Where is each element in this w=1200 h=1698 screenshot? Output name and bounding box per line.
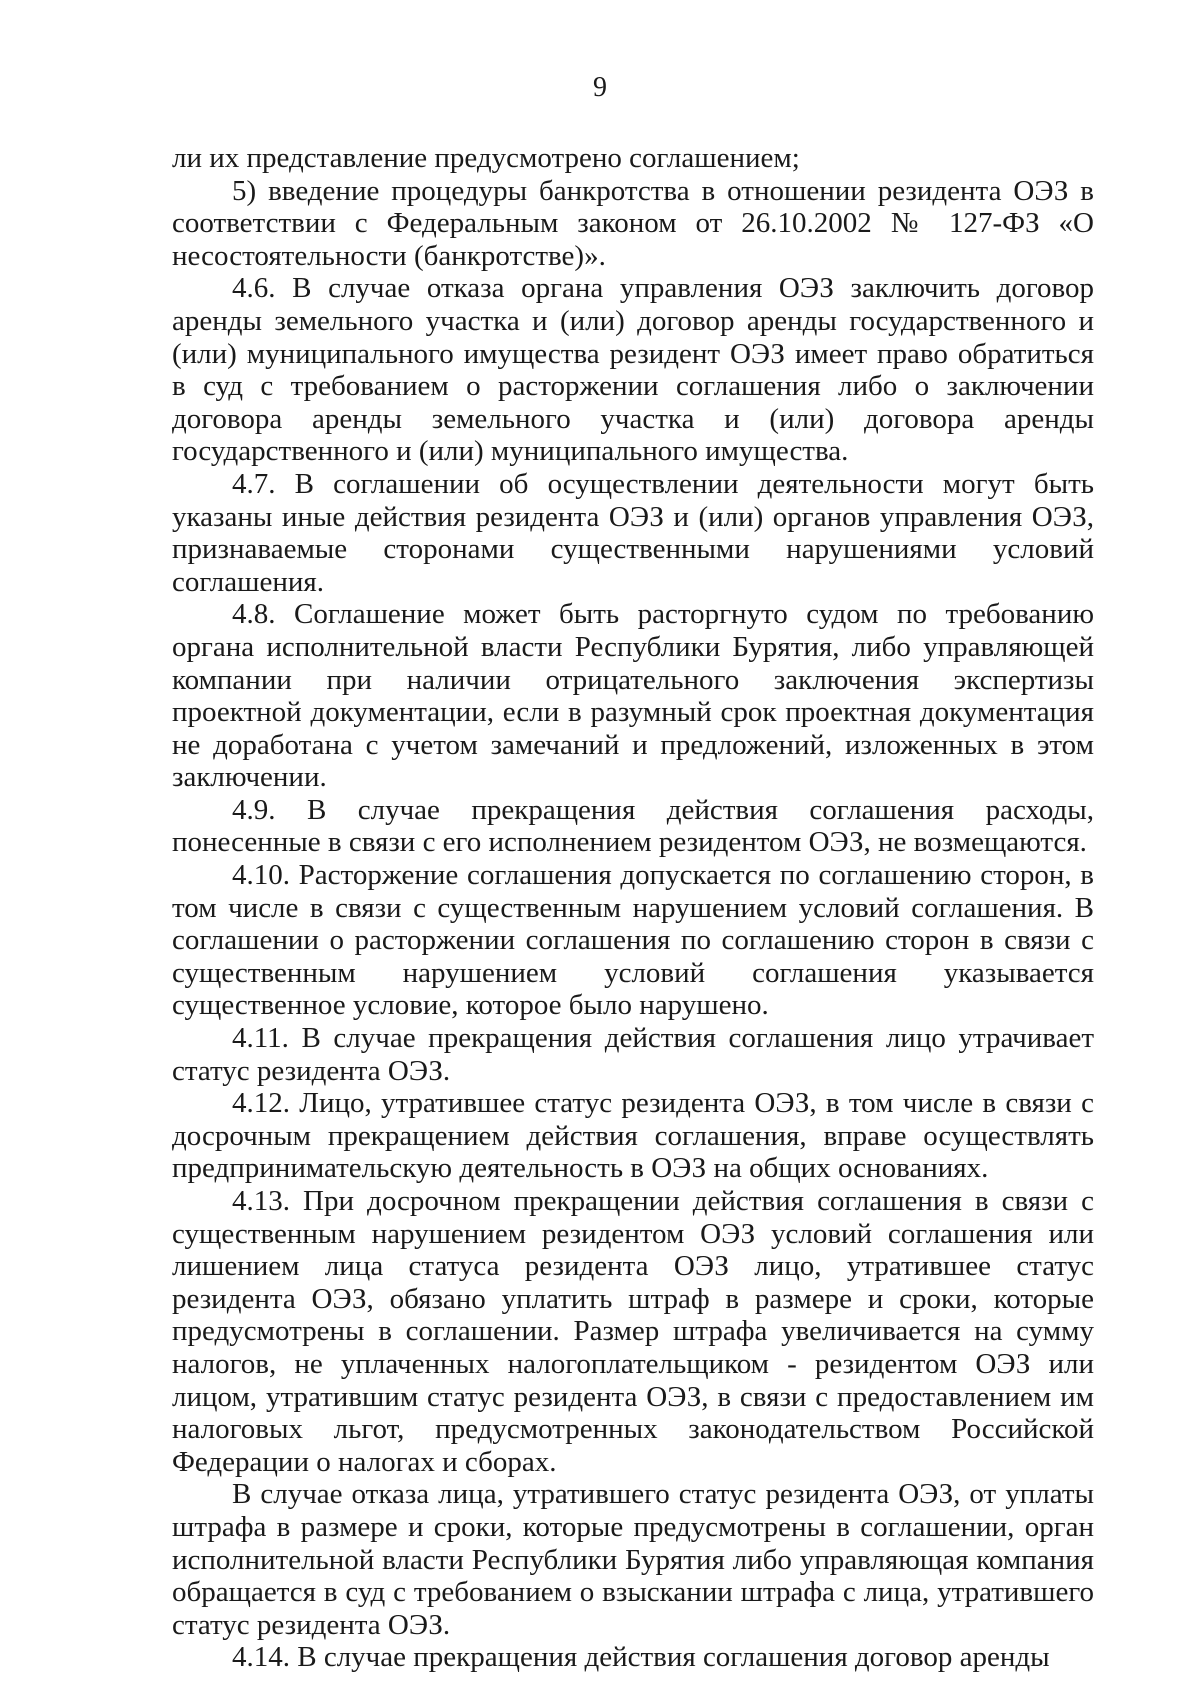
paragraph-continuation: ли их представление предусмотрено соглашением; bbox=[172, 142, 800, 174]
paragraph-4-6: 4.6. В случае отказа органа управления ОЭЗ заключить договор аренды земельного участка и (или) договор аренды государственного и (или) муниципального имущества резидент ОЭЗ имеет право обратиться в суд с требованием о расторжении соглашения либо о заключении договора аренды земельного участка и (или) договора аренды государственного и (или) муниципального имущества. bbox=[172, 272, 1094, 468]
paragraph-4-13-refusal: В случае отказа лица, утратившего статус резидента ОЭЗ, от уплаты штрафа в размере и сроки, которые предусмотрены в соглашении, орган исполнительной власти Республики Бурятия либо управляющая компания обращается в суд с требованием о взыскании штрафа с лица, утратившего статус резидента ОЭЗ. bbox=[172, 1478, 1094, 1641]
paragraph-4-7: 4.7. В соглашении об осуществлении деятельности могут быть указаны иные действия резидента ОЭЗ и (или) органов управления ОЭЗ, признаваемые сторонами существенными нарушениями условий соглашения. bbox=[172, 467, 1094, 598]
paragraph-4-13: 4.13. При досрочном прекращении действия соглашения в связи с существенным нарушением резидентом ОЭЗ условий соглашения или лишением лица статуса резидента ОЭЗ лицо, утратившее статус резидента ОЭЗ, обязано уплатить штраф в размере и сроки, которые предусмотрены в соглашении. Размер штрафа увеличивается на сумму налогов, не уплаченных налогоплательщиком - резидентом ОЭЗ или лицом, утратившим статус резидента ОЭЗ, в связи с предоставлением им налоговых льгот, предусмотренных законодательством Российской Федерации о налогах и сборах. bbox=[172, 1185, 1094, 1478]
document-body bbox=[172, 142, 1094, 1674]
paragraph-4-12: 4.12. Лицо, утратившее статус резидента ОЭЗ, в том числе в связи с досрочным прекращением действия соглашения, вправе осуществлять предпринимательскую деятельность в ОЭЗ на общих основаниях. bbox=[172, 1087, 1094, 1185]
paragraph-4-8: 4.8. Соглашение может быть расторгнуто судом по требованию органа исполнительной власти Республики Бурятия, либо управляющей компании при наличии отрицательного заключения экспертизы проектной документации, если в разумный срок проектная документация не доработана с учетом замечаний и предложений, изложенных в этом заключении. bbox=[172, 598, 1094, 794]
paragraph-4-9: 4.9. В случае прекращения действия соглашения расходы, понесенные в связи с его исполнением резидентом ОЭЗ, не возмещаются. bbox=[172, 793, 1094, 859]
paragraph-4-11: 4.11. В случае прекращения действия соглашения лицо утрачивает статус резидента ОЭЗ. bbox=[172, 1022, 1094, 1087]
page-number: 9 bbox=[593, 72, 607, 103]
paragraph-item-5: 5) введение процедуры банкротства в отношении резидента ОЭЗ в соответствии с Федеральным законом от 26.10.2002 № 127-ФЗ «О несостоятельности (банкротстве)». bbox=[172, 174, 1094, 272]
paragraph-4-10: 4.10. Расторжение соглашения допускается по соглашению сторон, в том числе в связи с существенным нарушением условий соглашения. В соглашении о расторжении соглашения по соглашению сторон в связи с существенным нарушением условий соглашения указывается существенное условие, которое было нарушено. bbox=[172, 859, 1094, 1022]
paragraph-4-14: 4.14. В случае прекращения действия соглашения договор аренды bbox=[232, 1641, 1050, 1674]
